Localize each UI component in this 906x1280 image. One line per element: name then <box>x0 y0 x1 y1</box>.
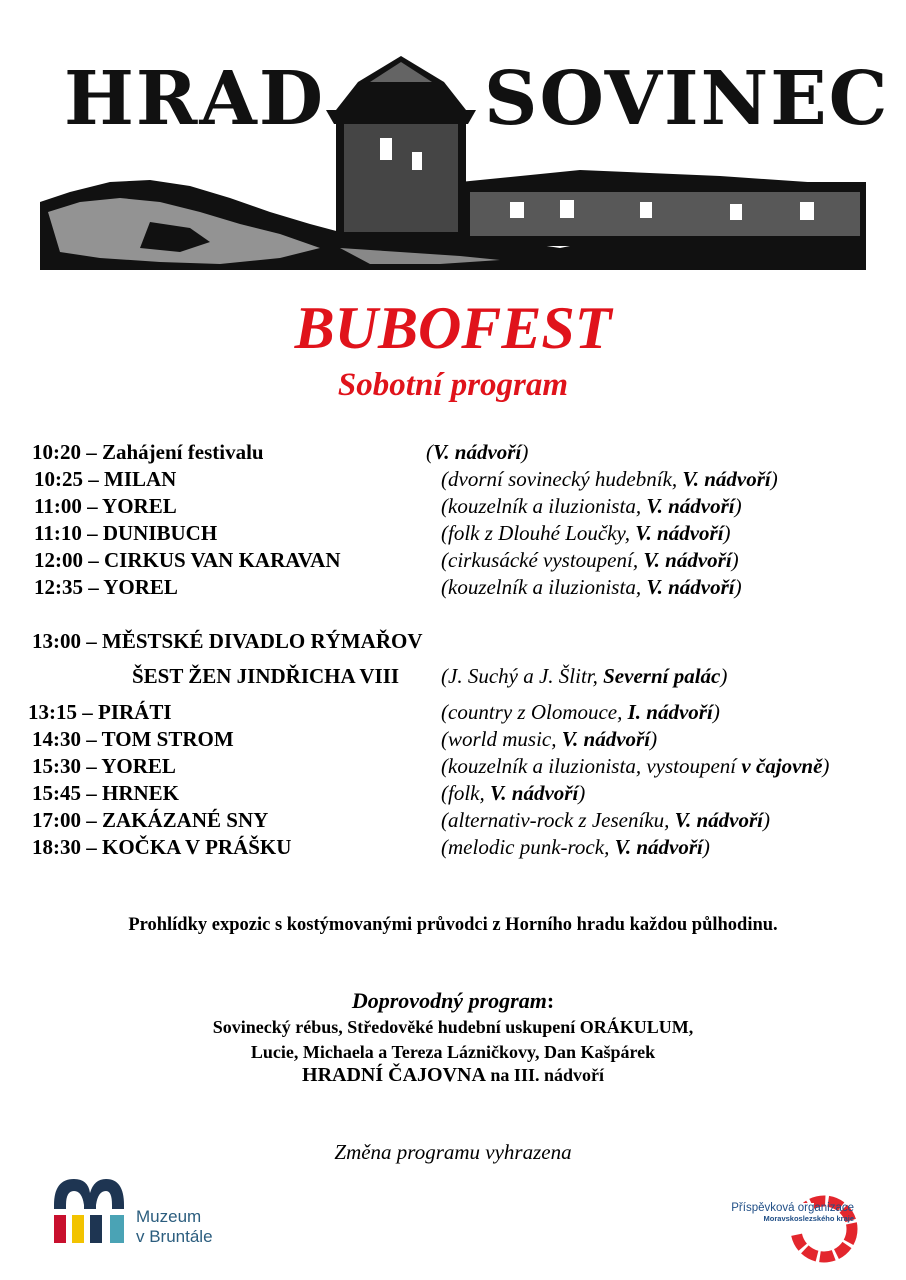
schedule-act: 18:30 – KOČKA V PRÁŠKU <box>32 835 292 859</box>
logo-word-sovinec: SOVINEC <box>484 56 890 142</box>
accompanying-line-2: Lucie, Michaela a Tereza Lázničkovy, Dan Kašpárek <box>250 1042 656 1062</box>
schedule-note: (country z Olomouce, I. nádvoří) <box>441 700 720 724</box>
event-subtitle: Sobotní program <box>337 367 569 403</box>
schedule-act: 10:20 – Zahájení festivalu <box>32 440 264 464</box>
accompanying-line-1: Sovinecký rébus, Středověké hudební uskupení ORÁKULUM, <box>212 1017 694 1037</box>
change-note: Změna programu vyhrazena <box>334 1140 572 1164</box>
museum-name: Muzeum v Bruntále <box>136 1207 213 1246</box>
schedule-note: (J. Suchý a J. Šlitr, Severní palác) <box>441 664 728 688</box>
schedule-act: 15:45 – HRNEK <box>32 781 179 805</box>
schedule-act: 10:25 – MILAN <box>34 467 177 491</box>
logo-word-hrad: HRAD <box>64 56 326 142</box>
event-title: BUBOFEST <box>294 295 612 361</box>
schedule-note: (V. nádvoří) <box>426 440 529 464</box>
schedule-act: 12:00 – CIRKUS VAN KARAVAN <box>34 548 341 572</box>
schedule-note: (folk z Dlouhé Loučky, V. nádvoří) <box>441 521 731 545</box>
schedule-act: 13:15 – PIRÁTI <box>28 700 172 724</box>
schedule-act: 17:00 – ZAKÁZANÉ SNY <box>32 808 269 832</box>
schedule-note: (kouzelník a iluzionista, V. nádvoří) <box>441 575 742 599</box>
schedule-note: (melodic punk-rock, V. nádvoří) <box>441 835 710 859</box>
schedule-act: 13:00 – MĚSTSKÉ DIVADLO RÝMAŘOV <box>32 629 423 653</box>
schedule-act: 11:00 – YOREL <box>34 494 177 518</box>
schedule-note: (folk, V. nádvoří) <box>441 781 586 805</box>
schedule-act: 14:30 – TOM STROM <box>32 727 234 751</box>
schedule-note: (dvorní sovinecký hudebník, V. nádvoří) <box>441 467 778 491</box>
schedule-act: 15:30 – YOREL <box>32 754 176 778</box>
tours-info: Prohlídky expozic s kostýmovanými průvodci z Horního hradu každou půlhodinu. <box>128 915 778 935</box>
organization-name: Příspěvková organizace Moravskoslezského kraje <box>731 1202 854 1223</box>
schedule-act: 11:10 – DUNIBUCH <box>34 521 218 545</box>
schedule-act: 12:35 – YOREL <box>34 575 178 599</box>
schedule-note: (alternativ-rock z Jeseníku, V. nádvoří) <box>441 808 770 832</box>
accompanying-line-3: HRADNÍ ČAJOVNA na III. nádvoří <box>302 1064 604 1086</box>
schedule-note: (world music, V. nádvoří) <box>441 727 658 751</box>
accompanying-heading: Doprovodný program: <box>351 988 555 1013</box>
schedule-note: (kouzelník a iluzionista, vystoupení v čajovně) <box>441 754 830 778</box>
schedule-note: (kouzelník a iluzionista, V. nádvoří) <box>441 494 742 518</box>
schedule-act: ŠEST ŽEN JINDŘICHA VIII <box>132 664 400 688</box>
schedule-note: (cirkusácké vystoupení, V. nádvoří) <box>441 548 739 572</box>
